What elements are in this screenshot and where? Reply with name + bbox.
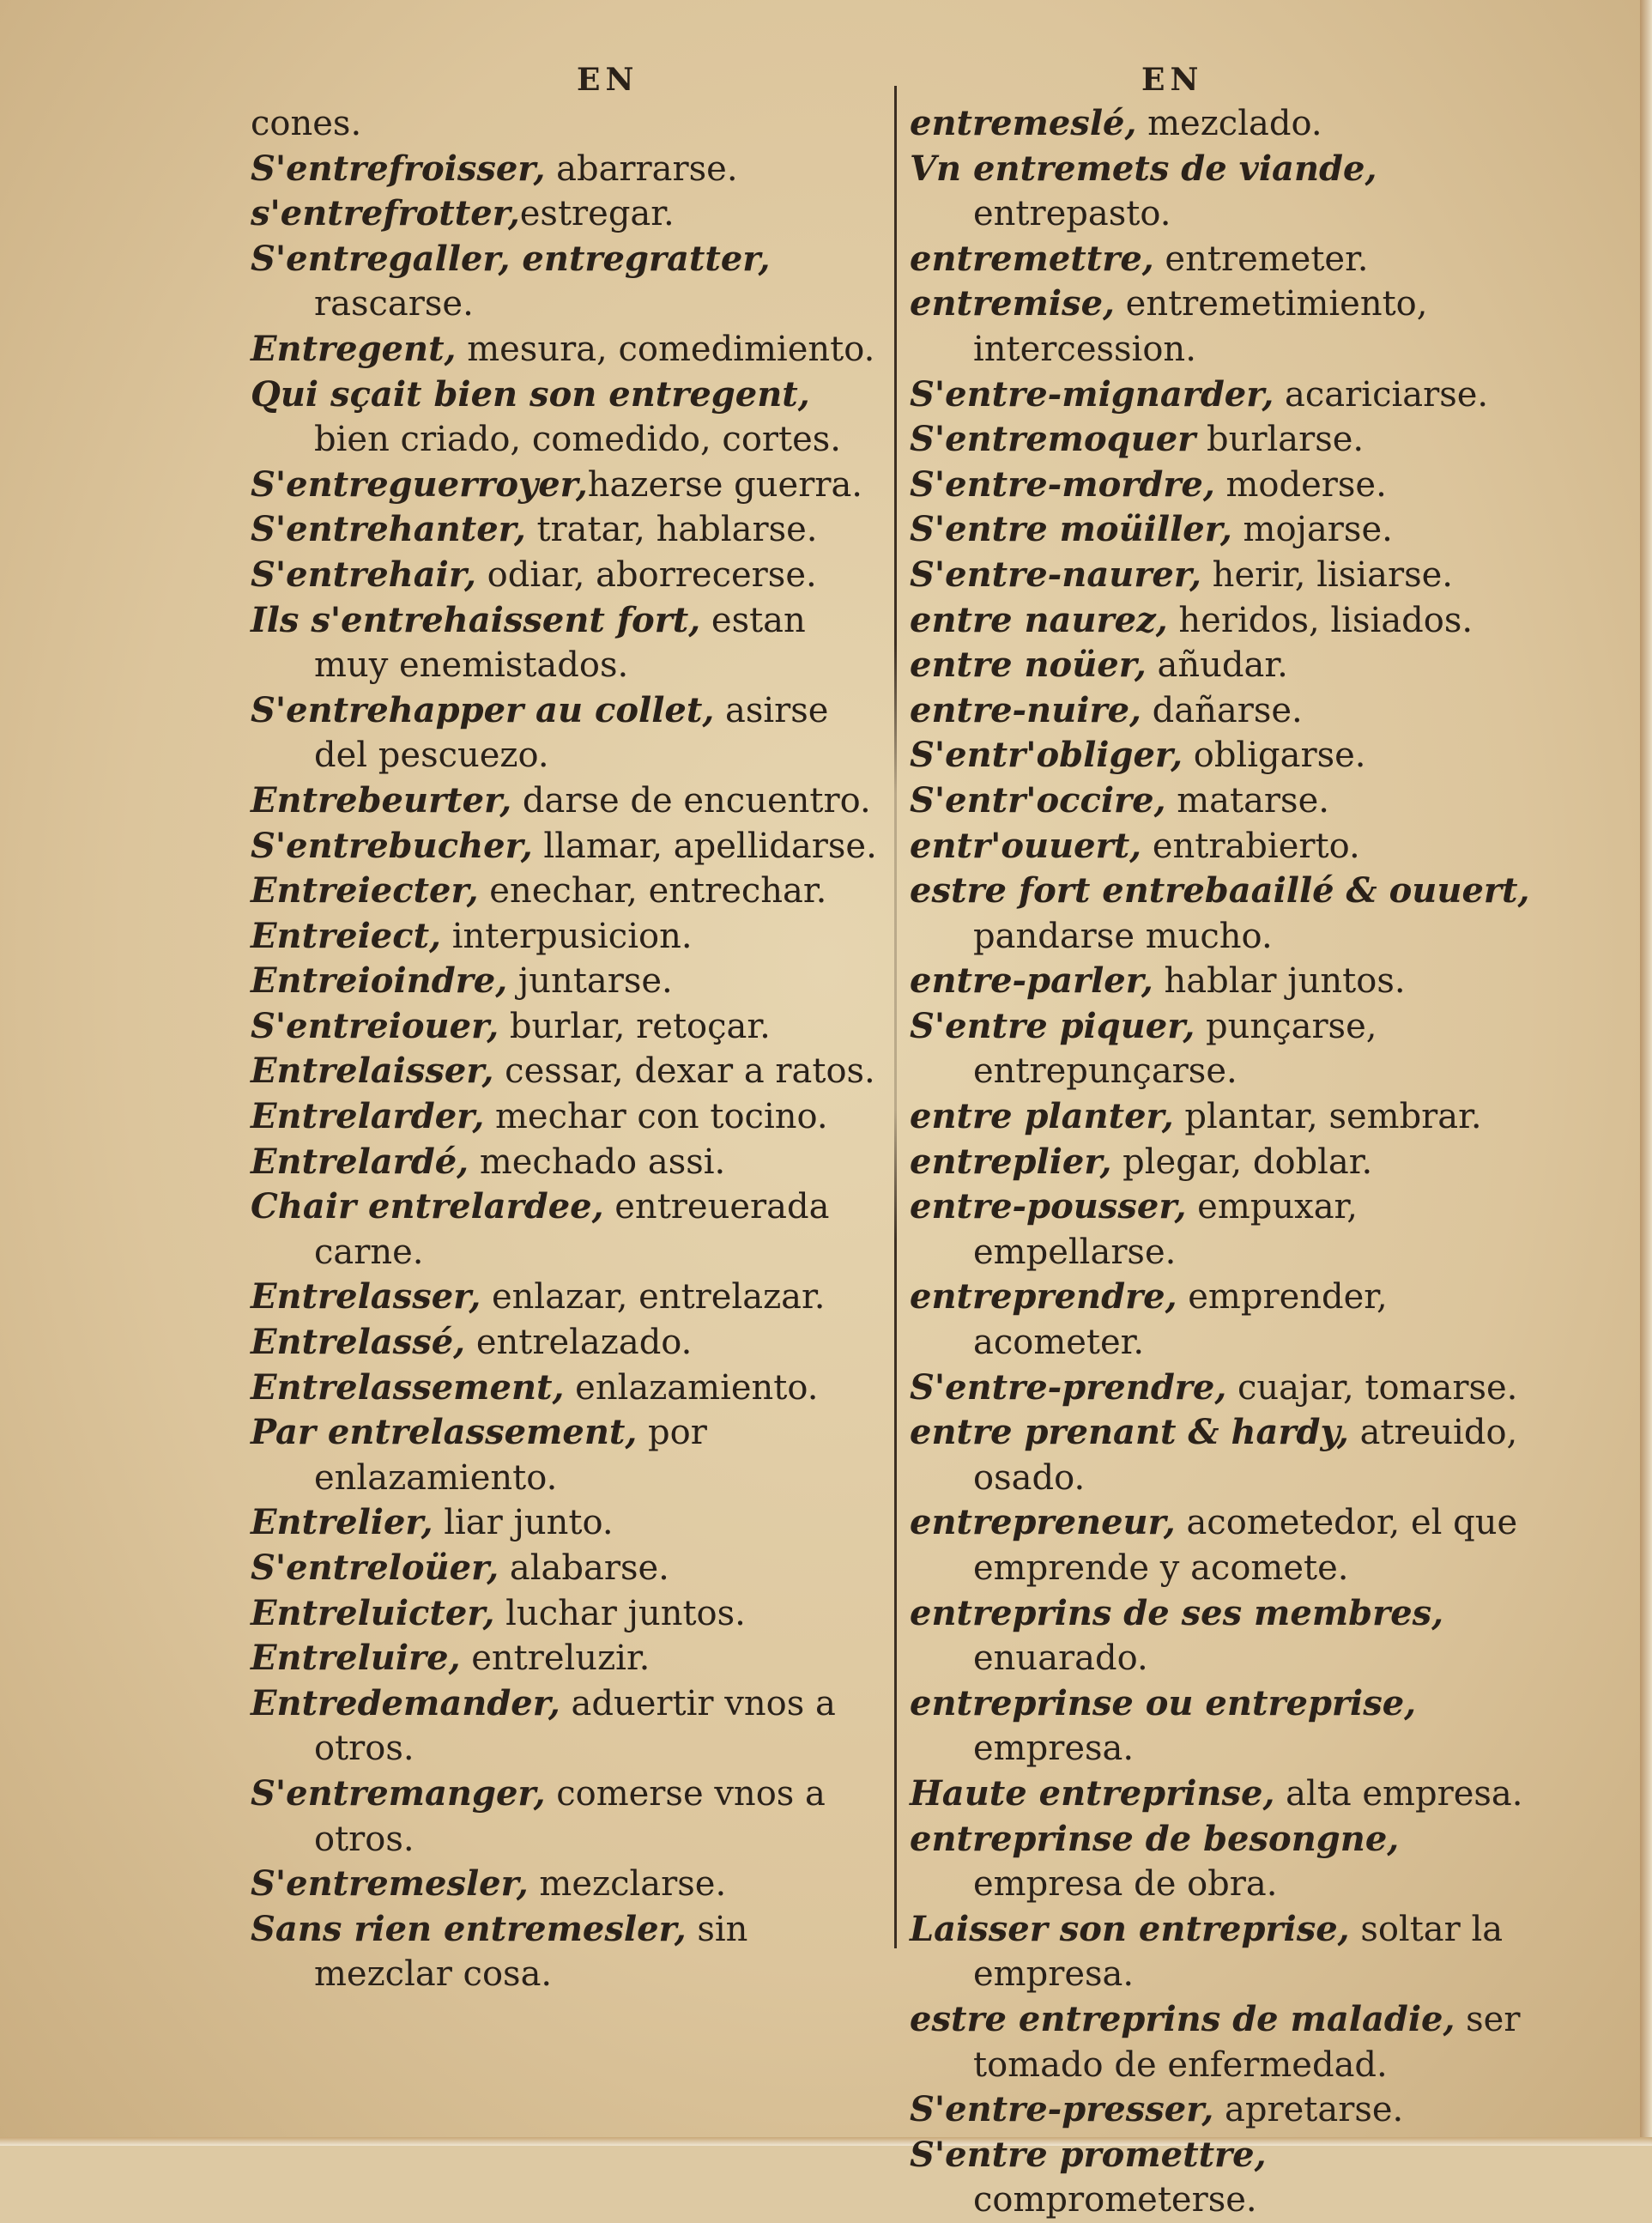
entry-definition: interpusicion. bbox=[440, 916, 693, 956]
entry-definition: comerse vnos a otros. bbox=[314, 1773, 826, 1859]
entry-definition: cones. bbox=[251, 104, 362, 143]
entry-term: S'entre-naurer, bbox=[910, 554, 1201, 595]
dictionary-entry bbox=[910, 598, 1549, 644]
left-column bbox=[251, 101, 886, 1997]
entry-definition: entreluzir. bbox=[460, 1638, 651, 1679]
entry-term: S'entremesler, bbox=[251, 1863, 529, 1905]
entry-definition: alta empresa. bbox=[1274, 1773, 1523, 1814]
dictionary-entry bbox=[910, 1410, 1549, 1500]
entry-definition: luchar juntos. bbox=[494, 1593, 746, 1633]
entry-term: S'entrehair, bbox=[251, 554, 476, 595]
entry-definition: dañarse. bbox=[1141, 690, 1303, 730]
entry-term: entreprendre, bbox=[910, 1276, 1177, 1317]
entry-term: Chair entrelardee, bbox=[251, 1186, 604, 1227]
dictionary-entry bbox=[251, 688, 886, 778]
entry-definition: entrabierto. bbox=[1141, 826, 1360, 866]
dictionary-entry bbox=[251, 553, 886, 598]
entry-term: entr'ouuert, bbox=[910, 825, 1142, 866]
dictionary-entry bbox=[251, 1862, 886, 1907]
entry-definition: hazerse guerra. bbox=[587, 464, 863, 505]
dictionary-entry bbox=[251, 914, 886, 960]
entry-definition: rascarse. bbox=[314, 284, 474, 324]
entry-term: entre naurez, bbox=[910, 599, 1168, 640]
entry-definition: burlarse. bbox=[1195, 420, 1365, 460]
dictionary-entry bbox=[251, 327, 886, 373]
dictionary-entry bbox=[251, 1410, 886, 1500]
entry-definition: enlazar, entrelazar. bbox=[481, 1277, 826, 1317]
page-edge-right bbox=[1640, 0, 1652, 2146]
entry-term: entre noüer, bbox=[910, 645, 1147, 686]
entry-definition: mechado assi. bbox=[469, 1142, 726, 1182]
dictionary-entry bbox=[910, 1500, 1549, 1590]
entry-term: entre planter, bbox=[910, 1096, 1174, 1137]
dictionary-entry bbox=[910, 282, 1549, 372]
entry-definition: obligarse. bbox=[1183, 736, 1366, 776]
dictionary-entry bbox=[251, 191, 886, 237]
entry-term: S'entremanger, bbox=[251, 1772, 546, 1814]
entry-definition: acometedor, el que emprende y acomete. bbox=[973, 1503, 1518, 1588]
dictionary-entry bbox=[251, 1049, 886, 1094]
dictionary-entry bbox=[251, 1681, 886, 1772]
entry-term: Entrelassé, bbox=[251, 1322, 466, 1363]
entry-definition: estregar. bbox=[519, 194, 675, 234]
entry-term: S'entre-mignarder, bbox=[910, 373, 1274, 415]
dictionary-entry bbox=[910, 824, 1549, 869]
entry-term: Entrelasser, bbox=[251, 1276, 481, 1317]
dictionary-entry bbox=[910, 463, 1549, 508]
entry-definition: entreuerada carne. bbox=[314, 1187, 830, 1272]
entry-term: entremise, bbox=[910, 283, 1115, 324]
entry-definition: apretarse. bbox=[1213, 2090, 1404, 2130]
entry-definition: cessar, dexar a ratos. bbox=[493, 1051, 875, 1092]
entry-definition: entrepasto. bbox=[973, 194, 1171, 234]
entry-definition: mesura, comedimiento. bbox=[456, 329, 875, 369]
dictionary-entry bbox=[251, 1366, 886, 1411]
entry-definition: mezclado. bbox=[1136, 104, 1322, 143]
dictionary-entry bbox=[910, 553, 1549, 598]
entry-term: entremettre, bbox=[910, 238, 1154, 279]
dictionary-entry bbox=[910, 1184, 1549, 1275]
entry-term: Entrelier, bbox=[251, 1502, 433, 1543]
entry-term: entrepreneur, bbox=[910, 1502, 1176, 1543]
entry-term: estre entreprins de maladie, bbox=[910, 1998, 1455, 2039]
entry-definition: cuajar, tomarse. bbox=[1226, 1367, 1518, 1408]
entry-term: entre-parler, bbox=[910, 960, 1153, 1002]
entry-term: S'entre piquer, bbox=[910, 1005, 1195, 1046]
column-divider bbox=[894, 86, 897, 1948]
entry-definition: entrelazado. bbox=[465, 1323, 693, 1363]
entry-definition: comprometerse. bbox=[973, 2180, 1257, 2220]
entry-term: Entreluire, bbox=[251, 1638, 461, 1679]
dictionary-entry bbox=[251, 869, 886, 914]
entry-definition: pandarse mucho. bbox=[973, 916, 1273, 956]
entry-term: Entreiecter, bbox=[251, 870, 479, 912]
entry-term: S'entre-prendre, bbox=[910, 1366, 1227, 1408]
entry-term: entreprinse de besongne, bbox=[910, 1818, 1400, 1859]
dictionary-entry bbox=[910, 2087, 1549, 2133]
dictionary-entry bbox=[251, 373, 886, 463]
dictionary-entry bbox=[251, 959, 886, 1004]
dictionary-entry bbox=[910, 1772, 1549, 1817]
running-header-left: EN bbox=[577, 62, 639, 98]
entry-term: estre fort entrebaaillé & ouuert, bbox=[910, 870, 1530, 912]
entry-term: S'entre promettre, bbox=[910, 2134, 1267, 2175]
dictionary-entry bbox=[910, 778, 1549, 824]
entry-term: s'entrefrotter, bbox=[251, 193, 520, 234]
dictionary-entry bbox=[910, 147, 1549, 237]
dictionary-entry bbox=[251, 1140, 886, 1185]
dictionary-entry bbox=[910, 1681, 1549, 1772]
dictionary-entry bbox=[251, 237, 886, 327]
dictionary-entry bbox=[251, 778, 886, 824]
dictionary-entry bbox=[251, 1591, 886, 1637]
entry-definition: sin mezclar cosa. bbox=[314, 1909, 748, 1995]
entry-term: S'entrehanter, bbox=[251, 509, 526, 550]
entry-term: entreprins de ses membres, bbox=[910, 1592, 1444, 1633]
entry-term: S'entrefroisser, bbox=[251, 148, 546, 189]
entry-term: S'entr'occire, bbox=[910, 779, 1166, 821]
dictionary-entry bbox=[910, 869, 1549, 959]
entry-term: Entreiect, bbox=[251, 915, 441, 956]
dictionary-entry bbox=[910, 101, 1549, 147]
entry-definition: asirse del pescuezo. bbox=[314, 690, 829, 776]
entry-definition: plantar, sembrar. bbox=[1173, 1097, 1482, 1137]
dictionary-entry bbox=[910, 1140, 1549, 1185]
dictionary-entry bbox=[251, 1636, 886, 1681]
dictionary-entry bbox=[251, 1772, 886, 1862]
entry-term: Qui sçait bien son entregent, bbox=[251, 373, 810, 415]
dictionary-entry bbox=[251, 1320, 886, 1366]
entry-definition: liar junto. bbox=[433, 1503, 614, 1543]
entry-term: S'entre-presser, bbox=[910, 2089, 1214, 2130]
dictionary-entry bbox=[910, 1817, 1549, 1907]
dictionary-entry bbox=[910, 688, 1549, 734]
entry-definition: heridos, lisiados. bbox=[1167, 600, 1473, 640]
entry-term: Vn entremets de viande, bbox=[910, 148, 1377, 189]
dictionary-entry bbox=[910, 2133, 1549, 2223]
entry-definition: darse de encuentro. bbox=[511, 780, 871, 821]
entry-term: S'entremoquer bbox=[910, 419, 1196, 460]
entry-definition: enuarado. bbox=[973, 1638, 1148, 1679]
entry-definition: ser tomado de enfermedad. bbox=[973, 1999, 1521, 2085]
entry-definition: matarse. bbox=[1165, 780, 1329, 821]
entry-term: Entrelassement, bbox=[251, 1366, 565, 1408]
entry-term: entreplier, bbox=[910, 1141, 1112, 1182]
entry-definition: emprender, acometer. bbox=[973, 1277, 1388, 1363]
dictionary-entry bbox=[251, 101, 886, 147]
entry-term: entremeslé, bbox=[910, 103, 1137, 143]
entry-term: Entrelarder, bbox=[251, 1096, 485, 1137]
entry-definition: hablar juntos. bbox=[1153, 961, 1406, 1002]
dictionary-entry bbox=[251, 147, 886, 192]
dictionary-entry bbox=[251, 463, 886, 508]
dictionary-entry bbox=[910, 1997, 1549, 2087]
entry-definition: llamar, apellidarse. bbox=[532, 826, 877, 866]
dictionary-entry bbox=[251, 1907, 886, 1997]
entry-definition: enechar, entrechar. bbox=[478, 871, 827, 912]
dictionary-entry bbox=[910, 237, 1549, 282]
entry-definition: moderse. bbox=[1214, 464, 1387, 505]
entry-term: S'entr'obliger, bbox=[910, 735, 1183, 776]
entry-definition: entremeter. bbox=[1153, 239, 1369, 279]
dictionary-entry bbox=[251, 1094, 886, 1140]
entry-definition: enlazamiento. bbox=[564, 1367, 819, 1408]
entry-definition: acariciarse. bbox=[1274, 374, 1489, 415]
entry-term: S'entregaller, entregratter, bbox=[251, 238, 771, 279]
dictionary-entry bbox=[251, 824, 886, 869]
entry-term: entre-pousser, bbox=[910, 1186, 1187, 1227]
entry-definition: plegar, doblar. bbox=[1111, 1142, 1373, 1182]
entry-term: S'entreloüer, bbox=[251, 1548, 499, 1588]
entry-definition: mechar con tocino. bbox=[484, 1097, 828, 1137]
entry-term: S'entrehapper au collet, bbox=[251, 689, 715, 730]
entry-term: S'entreguerroyer, bbox=[251, 463, 588, 505]
dictionary-entry bbox=[910, 733, 1549, 778]
entry-definition: mezclarse. bbox=[528, 1864, 727, 1905]
entry-term: Entrebeurter, bbox=[251, 779, 512, 821]
entry-definition: abarrarse. bbox=[545, 148, 738, 189]
entry-definition: burlar, retoçar. bbox=[499, 1006, 771, 1046]
dictionary-entry bbox=[910, 1591, 1549, 1681]
right-column bbox=[910, 101, 1549, 2223]
entry-term: Entregent, bbox=[251, 328, 457, 369]
entry-term: S'entrebucher, bbox=[251, 825, 533, 866]
entry-term: Entrelaisser, bbox=[251, 1051, 494, 1092]
entry-definition: añudar. bbox=[1146, 645, 1288, 686]
dictionary-entry bbox=[910, 1094, 1549, 1140]
entry-definition: empresa de obra. bbox=[973, 1864, 1278, 1905]
entry-term: Par entrelassement, bbox=[251, 1412, 638, 1453]
dictionary-entry bbox=[910, 1275, 1549, 1365]
dictionary-entry bbox=[910, 507, 1549, 553]
entry-definition: punçarse, entrepunçarse. bbox=[973, 1006, 1377, 1092]
entry-definition: soltar la empresa. bbox=[973, 1909, 1504, 1995]
entry-definition: estan muy enemistados. bbox=[314, 600, 806, 686]
entry-definition: alabarse. bbox=[499, 1548, 669, 1588]
entry-term: entreprinse ou entreprise, bbox=[910, 1682, 1417, 1723]
dictionary-entry bbox=[910, 373, 1549, 418]
entry-term: S'entre moüiller, bbox=[910, 509, 1232, 550]
dictionary-entry bbox=[251, 1184, 886, 1275]
entry-definition: por enlazamiento. bbox=[314, 1413, 707, 1498]
entry-definition: odiar, aborrecerse. bbox=[475, 554, 817, 595]
entry-term: Entrelardé, bbox=[251, 1141, 469, 1182]
entry-definition: entremetimiento, intercession. bbox=[973, 284, 1428, 369]
dictionary-entry bbox=[910, 959, 1549, 1004]
entry-term: entre prenant & hardy, bbox=[910, 1412, 1349, 1453]
entry-term: Haute entreprinse, bbox=[910, 1772, 1275, 1814]
entry-term: S'entre-mordre, bbox=[910, 463, 1215, 505]
entry-definition: mojarse. bbox=[1231, 510, 1393, 550]
entry-definition: bien criado, comedido, cortes. bbox=[314, 420, 842, 460]
entry-term: S'entreiouer, bbox=[251, 1005, 499, 1046]
dictionary-entry bbox=[251, 598, 886, 688]
dictionary-entry bbox=[251, 1546, 886, 1591]
entry-term: Sans rien entremesler, bbox=[251, 1908, 687, 1949]
entry-definition: aduertir vnos a otros. bbox=[314, 1683, 836, 1769]
entry-term: Entredemander, bbox=[251, 1682, 560, 1723]
dictionary-entry bbox=[251, 1500, 886, 1546]
entry-term: Entreluicter, bbox=[251, 1592, 495, 1633]
dictionary-entry bbox=[251, 1275, 886, 1320]
dictionary-entry bbox=[910, 1907, 1549, 1997]
entry-definition: juntarse. bbox=[507, 961, 673, 1002]
dictionary-entry bbox=[910, 1366, 1549, 1411]
entry-definition: herir, lisiarse. bbox=[1201, 554, 1453, 595]
entry-definition: empuxar, empellarse. bbox=[973, 1187, 1358, 1272]
entry-term: Laisser son entreprise, bbox=[910, 1908, 1350, 1949]
entry-term: entre-nuire, bbox=[910, 689, 1141, 730]
entry-term: Entreioindre, bbox=[251, 960, 508, 1002]
dictionary-entry bbox=[251, 507, 886, 553]
running-header-right: EN bbox=[1141, 62, 1204, 98]
dictionary-entry bbox=[251, 1004, 886, 1050]
dictionary-entry bbox=[910, 643, 1549, 688]
dictionary-entry bbox=[910, 417, 1549, 463]
entry-term: Ils s'entrehaissent fort, bbox=[251, 599, 701, 640]
dictionary-entry bbox=[910, 1004, 1549, 1094]
entry-definition: tratar, hablarse. bbox=[525, 510, 818, 550]
entry-definition: empresa. bbox=[973, 1729, 1135, 1769]
entry-definition: atreuido, osado. bbox=[973, 1413, 1518, 1498]
